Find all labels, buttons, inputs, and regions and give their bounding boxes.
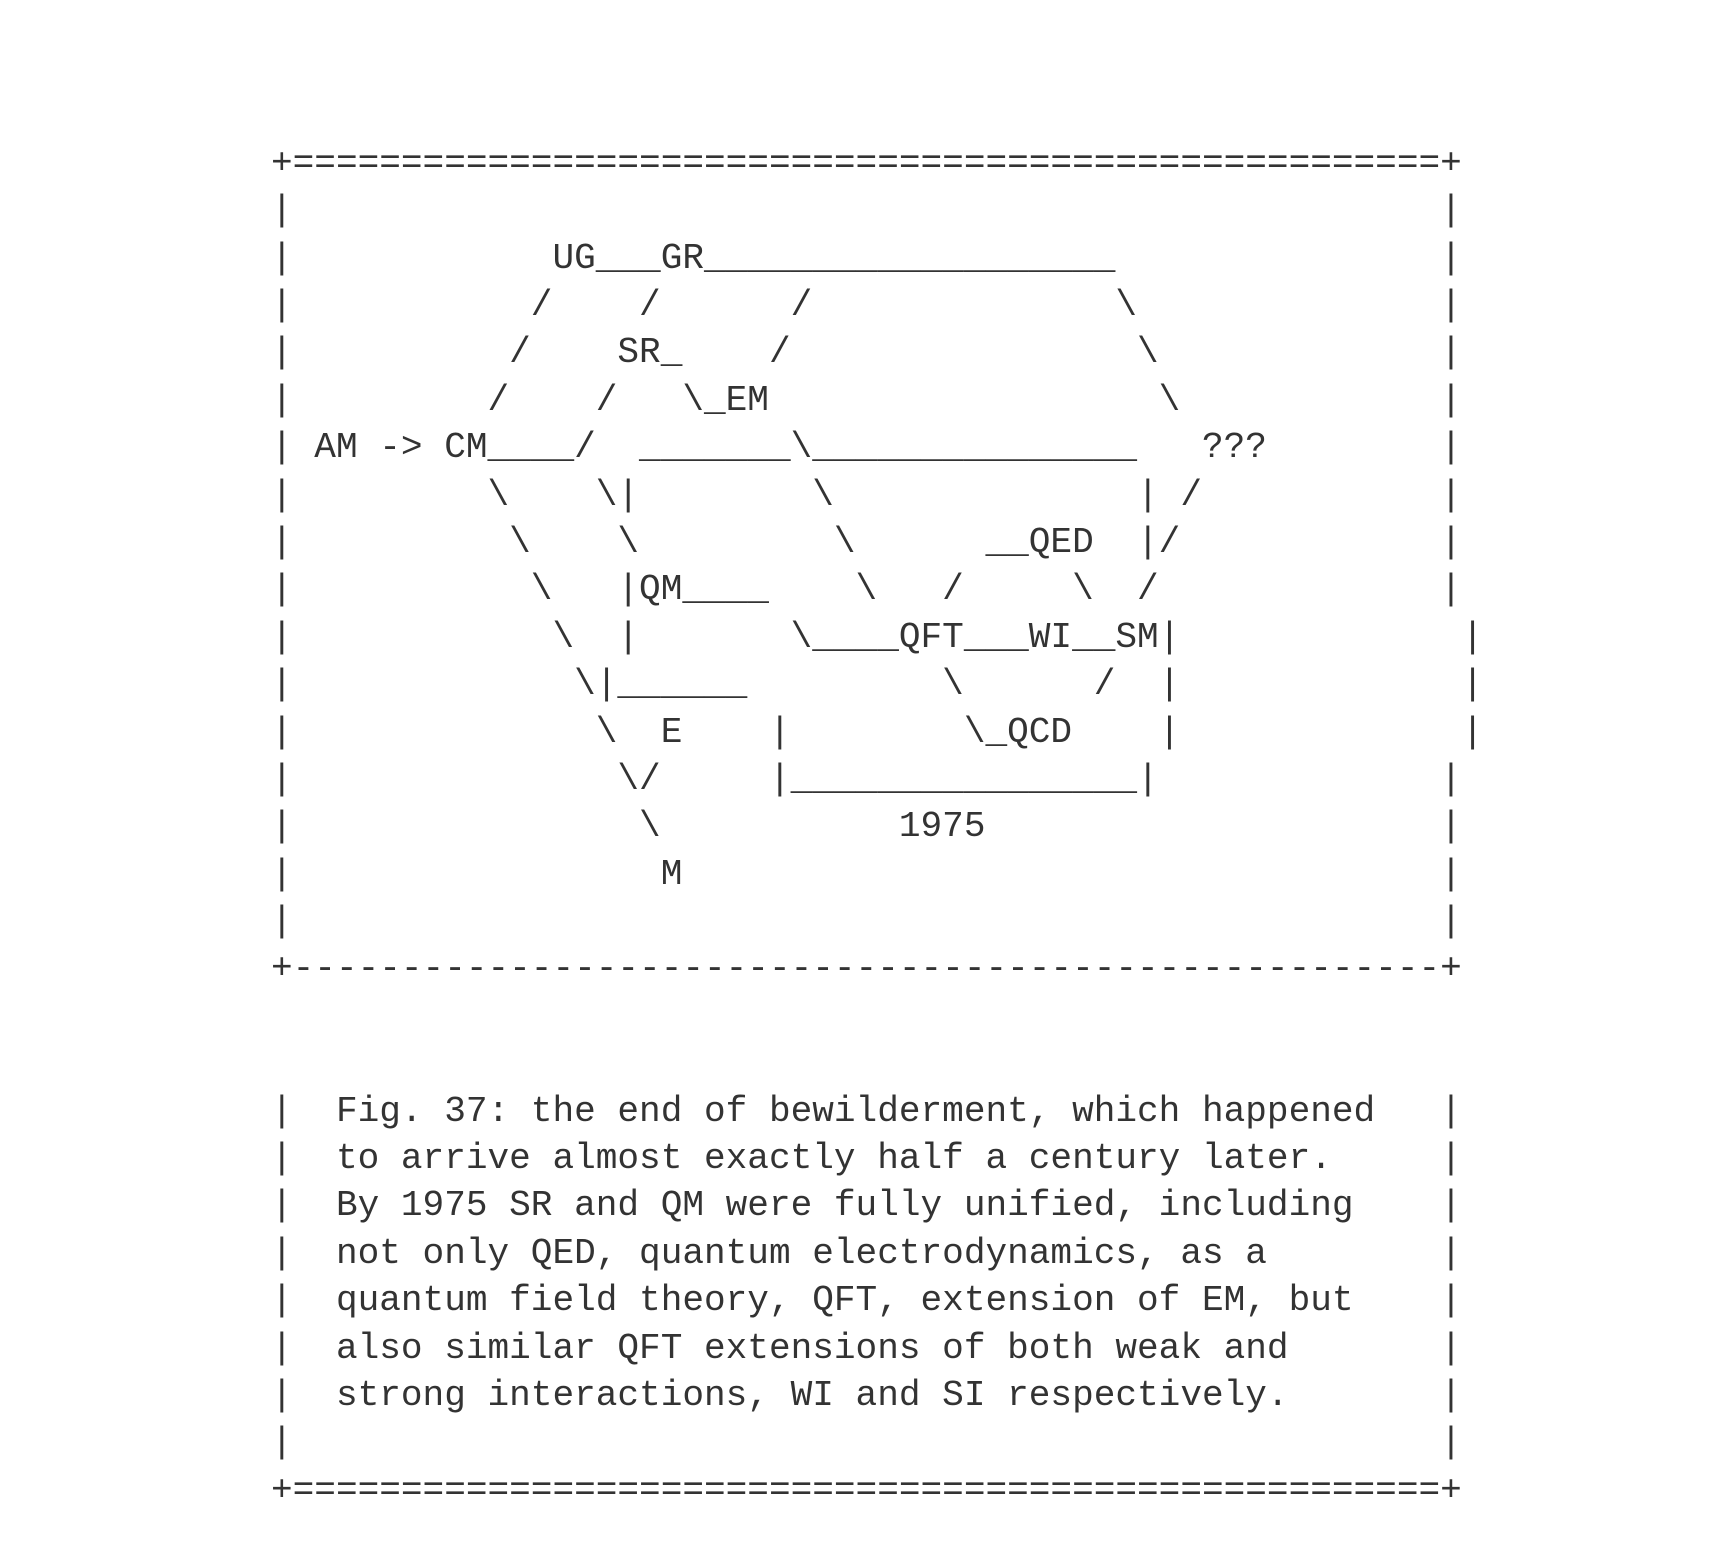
diagram-line: | \ \| \ | / |: [271, 474, 1462, 516]
diagram-line: | / / / \ |: [271, 284, 1462, 326]
ascii-diagram: [271, 140, 1483, 993]
diagram-line: | |: [271, 901, 1462, 943]
caption-line: | By 1975 SR and QM were fully unified, including |: [271, 1185, 1462, 1227]
diagram-line: | \ | \____QFT___WI__SM| |: [271, 616, 1484, 658]
caption-line: | Fig. 37: the end of bewilderment, which happened |: [271, 1090, 1462, 1132]
caption-line: | |: [271, 1422, 1462, 1464]
diagram-line: | \ E | \_QCD | |: [271, 711, 1484, 753]
figure-caption: [271, 1088, 1483, 1515]
diagram-line: | \ 1975 |: [271, 806, 1462, 848]
caption-line: | also similar QFT extensions of both weak and |: [271, 1327, 1462, 1369]
caption-line: | not only QED, quantum electrodynamics, as a |: [271, 1232, 1462, 1274]
caption-line: | quantum field theory, QFT, extension of EM, but |: [271, 1280, 1462, 1322]
caption-line: | strong interactions, WI and SI respectively. |: [271, 1375, 1462, 1416]
diagram-line: | AM -> CM____/ _______\_______________ ??? |: [271, 427, 1462, 469]
diagram-line: | \ \ \ __QED |/ |: [271, 521, 1462, 563]
diagram-line: | M |: [271, 853, 1462, 895]
diagram-line: | |: [271, 190, 1462, 232]
diagram-line: +=====================================================+: [271, 142, 1462, 184]
diagram-line: | \|______ \ / | |: [271, 664, 1484, 706]
caption-line: +=====================================================+: [271, 1469, 1462, 1511]
diagram-line: | / / \_EM \ |: [271, 379, 1462, 421]
diagram-line: | / SR_ / \ |: [271, 332, 1462, 374]
diagram-line: | \/ |________________| |: [271, 758, 1462, 800]
diagram-line: +-----------------------------------------------------+: [271, 948, 1462, 990]
ascii-figure-frame: [271, 45, 1483, 1562]
diagram-line: | UG___GR___________________ |: [271, 237, 1462, 279]
diagram-line: | \ |QM____ \ / \ / |: [271, 569, 1462, 611]
caption-line: | to arrive almost exactly half a century later. |: [271, 1138, 1462, 1180]
